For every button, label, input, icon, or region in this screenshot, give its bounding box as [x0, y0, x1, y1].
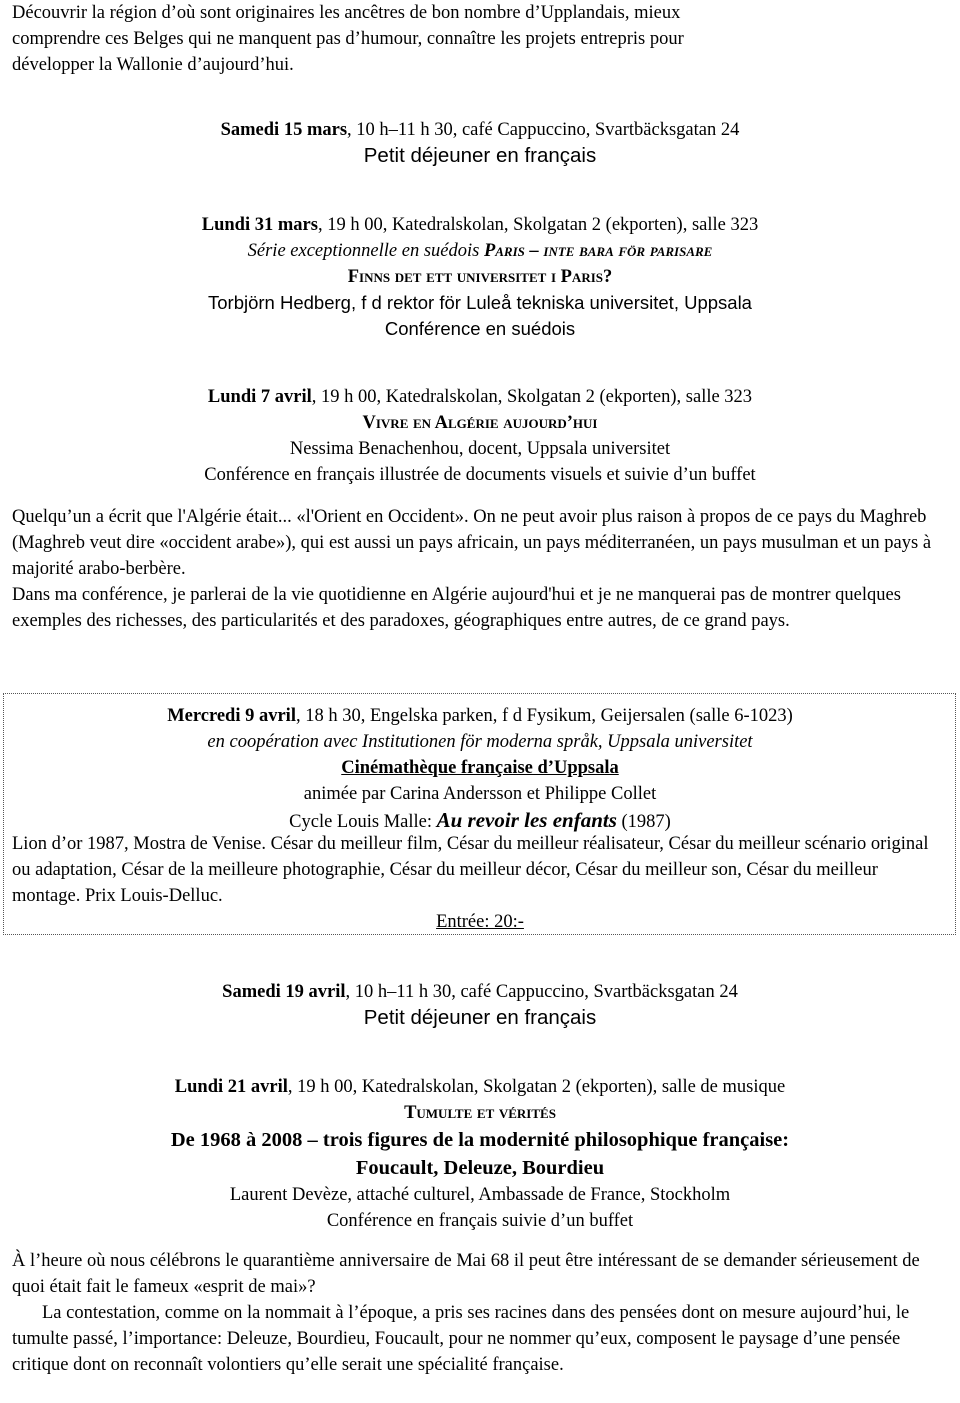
event-lundi-31-mars: [12, 212, 948, 342]
awards-paragraph: Lion d’or 1987, Mostra de Venise. César du meilleur film, César du meilleur réalisateur, César du meilleur scénario original ou adaptation, César de la meilleure photographie, César du meilleur décor, César du meilleur son, César du meilleur montage. Prix Louis-Delluc.: [12, 834, 929, 906]
event-description: [12, 1248, 948, 1378]
event-headline-2: Foucault, Deleuze, Bourdieu: [355, 1157, 605, 1179]
event-details: , 18 h 30, Engelska parken, f d Fysikum, Geijersalen (salle 6-1023): [295, 706, 793, 726]
event-details: , 19 h 00, Katedralskolan, Skolgatan 2 (ekporten), salle 323: [317, 215, 759, 235]
event-speaker: Nessima Benachenhou, docent, Uppsala universitet: [289, 439, 671, 459]
event-description: [12, 504, 948, 634]
event-title: Vivre en Algérie aujourd’hui: [362, 413, 598, 433]
event-date-line: [12, 1074, 948, 1100]
event-day: Lundi 31 mars: [201, 215, 318, 235]
event-day: Samedi 15 mars: [220, 120, 348, 140]
event-samedi-19-avril: [12, 979, 948, 1031]
event-date-line: [12, 212, 948, 238]
event-details: , 10 h–11 h 30, café Cappuccino, Svartbäcksgatan 24: [345, 982, 738, 1002]
event-language: Conférence en français suivie d’un buffet: [326, 1211, 634, 1231]
event-date-line: [12, 703, 948, 729]
description-paragraph: La contestation, comme on la nommait à l’époque, a pris ses racines dans des pensées dont on mesure aujourd’hui, le tumulte passé, l’importance: Deleuze, Bourdieu, Foucault, pour ne nommer qu’eux, composent le paysage d’une pensée critique dont on reconnaît volontiers qu’elle serait une spécialité française.: [12, 1303, 910, 1375]
event-series: Série exceptionnelle en suédois: [247, 241, 484, 261]
event-title: [12, 755, 948, 781]
intro-line: développer la Wallonie d’aujourd’hui.: [12, 55, 294, 75]
event-title-2: Finns det ett universitet i Paris?: [347, 267, 613, 287]
film-cycle: Cycle Louis Malle:: [289, 812, 437, 832]
event-details: , 19 h 00, Katedralskolan, Skolgatan 2 (ekporten), salle de musique: [287, 1077, 786, 1097]
event-lundi-21-avril: [12, 1074, 948, 1234]
event-date-line: [12, 117, 948, 143]
event-hosts: animée par Carina Andersson et Philippe Collet: [303, 784, 657, 804]
event-day: Mercredi 9 avril: [167, 706, 296, 726]
event-cooperation: en coopération avec Institutionen för moderna språk, Uppsala universitet: [207, 732, 753, 752]
event-series-line: [12, 238, 948, 264]
event-day: Lundi 7 avril: [207, 387, 312, 407]
description-paragraph: À l’heure où nous célébrons le quarantième anniversaire de Mai 68 il peut être intéressant de se demander sérieusement de quoi était fait le fameux «esprit de mai»?: [12, 1251, 920, 1297]
intro-line: comprendre ces Belges qui ne manquent pas d’humour, connaître les projets entrepris pour: [12, 29, 684, 49]
film-title: Au revoir les enfants: [436, 808, 617, 832]
event-headline: De 1968 à 2008 – trois figures de la modernité philosophique française:: [170, 1129, 790, 1151]
entry-fee: Entrée: 20:-: [436, 912, 524, 932]
film-year: (1987): [616, 812, 671, 832]
event-day: Lundi 21 avril: [174, 1077, 288, 1097]
event-date-line: [12, 384, 948, 410]
intro-line: Découvrir la région d’où sont originaires les ancêtres de bon nombre d’Upplandais, mieux: [12, 3, 681, 23]
event-details: , 19 h 00, Katedralskolan, Skolgatan 2 (ekporten), salle 323: [311, 387, 753, 407]
event-language: Conférence en suédois: [384, 318, 576, 339]
event-speaker: Laurent Devèze, attaché culturel, Ambassade de France, Stockholm: [229, 1185, 731, 1205]
event-language: Conférence en français illustrée de documents visuels et suivie d’un buffet: [204, 465, 756, 485]
event-mercredi-9-avril: [12, 703, 948, 835]
event-title: Petit déjeuner en français: [363, 144, 597, 167]
event-title: Tumulte et vérités: [404, 1103, 556, 1123]
event-details: , 10 h–11 h 30, café Cappuccino, Svartbäcksgatan 24: [347, 120, 740, 140]
event-date-line: [12, 979, 948, 1005]
event-speaker: Torbjörn Hedberg, f d rektor för Luleå tekniska universitet, Uppsala: [208, 292, 752, 313]
event-entry: [12, 909, 948, 935]
description-paragraph: Dans ma conférence, je parlerai de la vie quotidienne en Algérie aujourd'hui et je ne manquerai pas de montrer quelques exemples des richesses, des particularités et des paradoxes, géographiques entre autres, de ce grand pays.: [12, 585, 901, 631]
event-awards: [12, 831, 948, 909]
event-day: Samedi 19 avril: [222, 982, 346, 1002]
event-title: Petit déjeuner en français: [363, 1006, 597, 1029]
intro-paragraph: [12, 0, 948, 78]
event-samedi-15-mars: [12, 117, 948, 169]
event-lundi-7-avril: [12, 384, 948, 488]
cinematheque-title: Cinémathèque française d’Uppsala: [341, 758, 619, 778]
description-paragraph: Quelqu’un a écrit que l'Algérie était... «l'Orient en Occident». On ne peut avoir plus raison à propos de ce pays du Maghreb (Maghreb veut dire «occident arabe»), qui est aussi un pays africain, un pays méditerranéen, un pays musulman et un pays à majorité arabo-berbère.: [12, 507, 932, 579]
event-title: Paris – inte bara för parisare: [483, 241, 713, 261]
